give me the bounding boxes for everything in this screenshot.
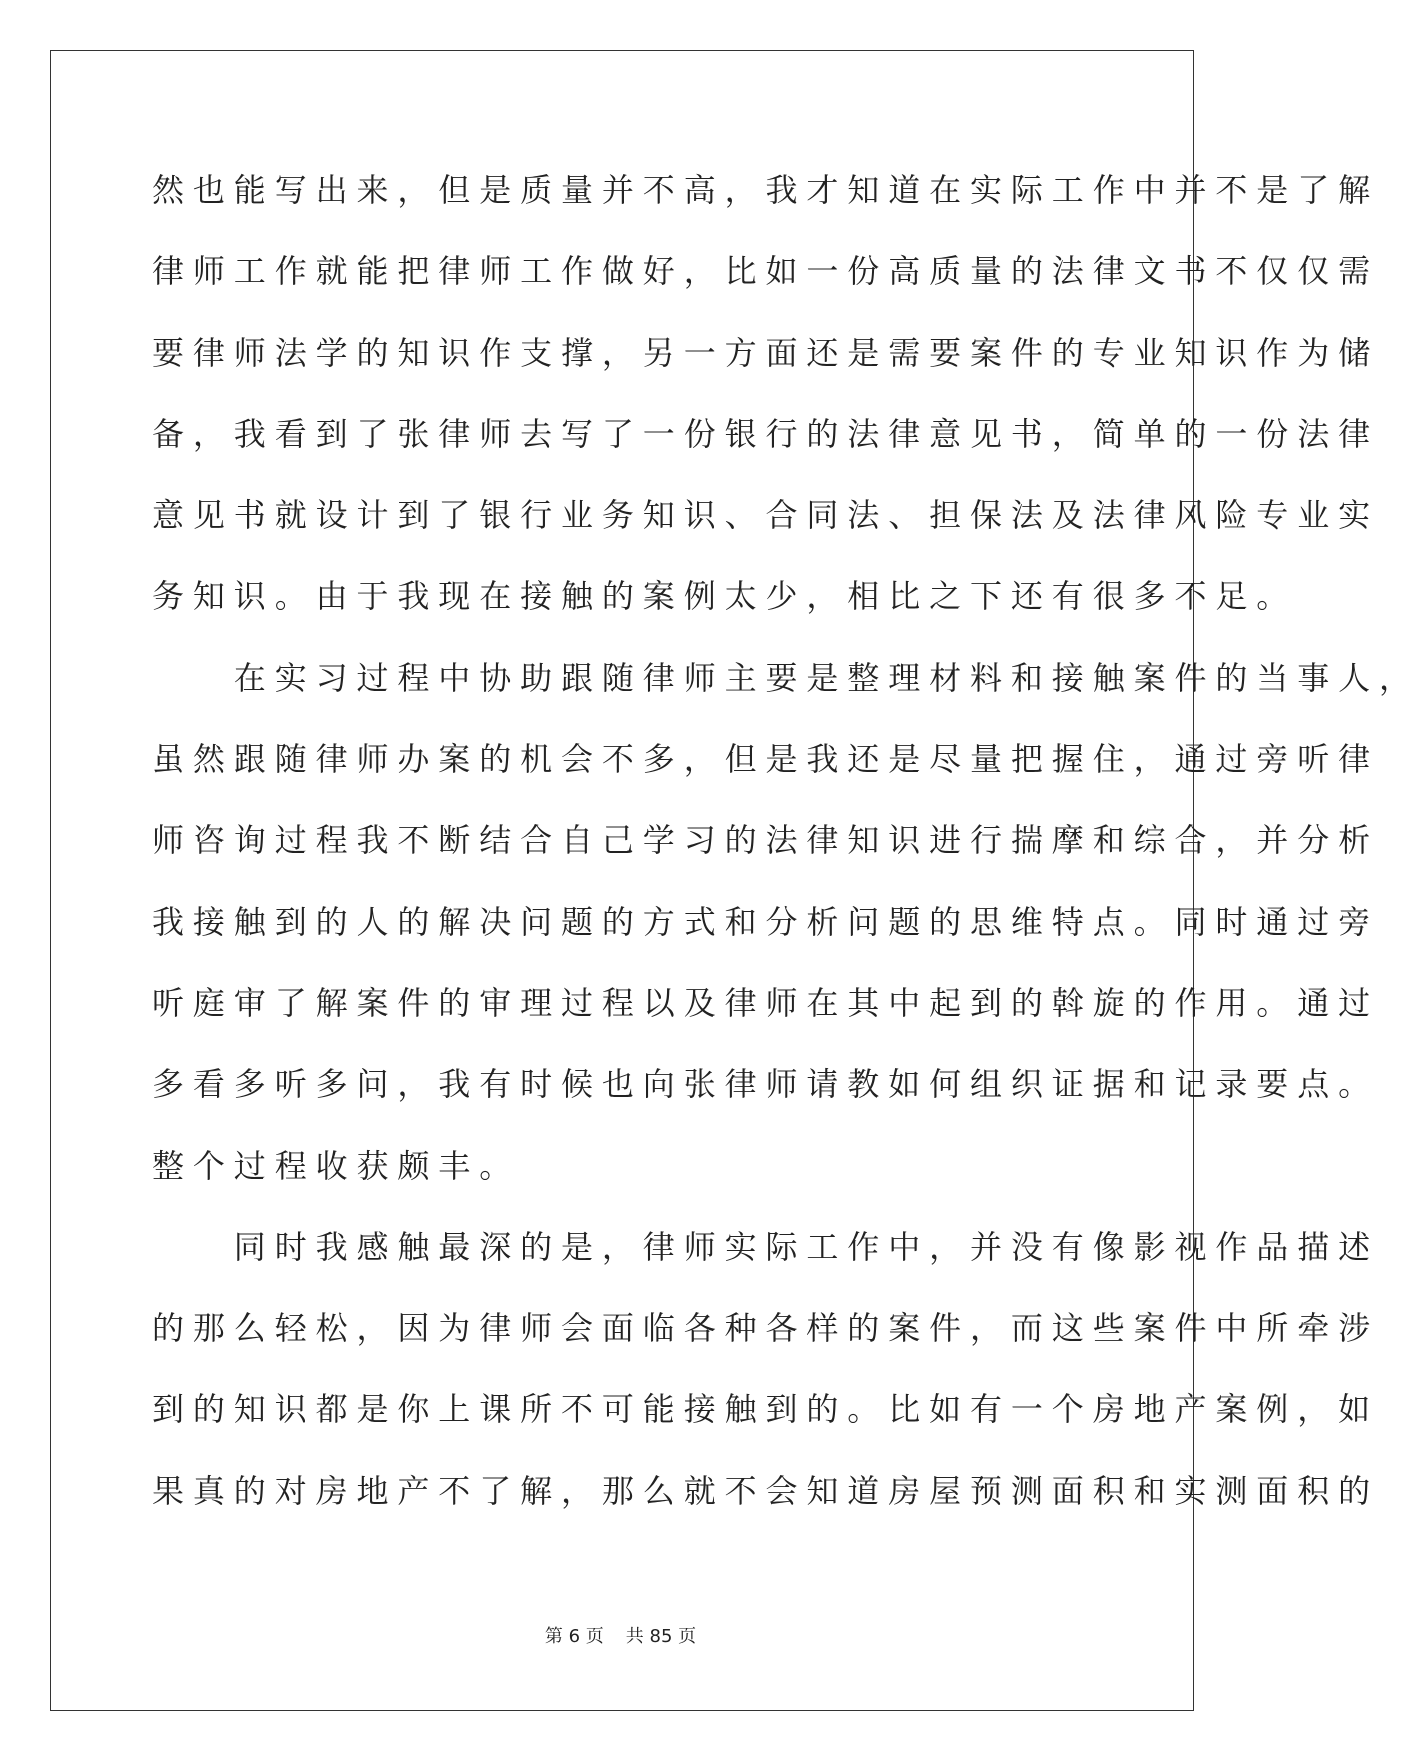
page-footer — [0, 1622, 1241, 1648]
text-line: 律师工作就能把律师工作做好，比如一份高质量的法律文书不仅仅需 — [152, 252, 1380, 291]
text-line: 果真的对房地产不了解，那么就不会知道房屋预测面积和实测面积的 — [152, 1471, 1380, 1510]
text-line: 师咨询过程我不断结合自己学习的法律知识进行揣摩和综合，并分析 — [152, 821, 1380, 860]
text-line: 然也能写出来，但是质量并不高，我才知道在实际工作中并不是了解 — [152, 171, 1380, 209]
text-line: 整个过程收获颇丰。 — [152, 1146, 521, 1185]
text-line: 到的知识都是你上课所不可能接触到的。比如有一个房地产案例，如 — [152, 1390, 1380, 1429]
text-line: 多看多听多问，我有时候也向张律师请教如何组织证据和记录要点。 — [152, 1065, 1380, 1104]
document-body — [152, 160, 1420, 1542]
text-line: 意见书就设计到了银行业务知识、合同法、担保法及法律风险专业实 — [152, 496, 1380, 535]
text-line: 同时我感触最深的是，律师实际工作中，并没有像影视作品描述 — [152, 1227, 1380, 1266]
text-line: 备，我看到了张律师去写了一份银行的法律意见书，简单的一份法律 — [152, 414, 1380, 453]
text-line: 务知识。由于我现在接触的案例太少，相比之下还有很多不足。 — [152, 577, 1298, 616]
text-line: 我接触到的人的解决问题的方式和分析问题的思维特点。同时通过旁 — [152, 902, 1380, 941]
text-line: 听庭审了解案件的审理过程以及律师在其中起到的斡旋的作用。通过 — [152, 983, 1380, 1022]
page-total: 共 85 页 — [625, 1626, 697, 1647]
text-line: 虽然跟随律师办案的机会不多，但是我还是尽量把握住，通过旁听律 — [152, 740, 1380, 779]
page-number: 第 6 页 — [544, 1626, 604, 1647]
text-line: 的那么轻松，因为律师会面临各种各样的案件，而这些案件中所牵涉 — [152, 1309, 1380, 1348]
text-line: 要律师法学的知识作支撑，另一方面还是需要案件的专业知识作为储 — [152, 333, 1380, 372]
text-line: 在实习过程中协助跟随律师主要是整理材料和接触案件的当事人， — [152, 658, 1420, 697]
